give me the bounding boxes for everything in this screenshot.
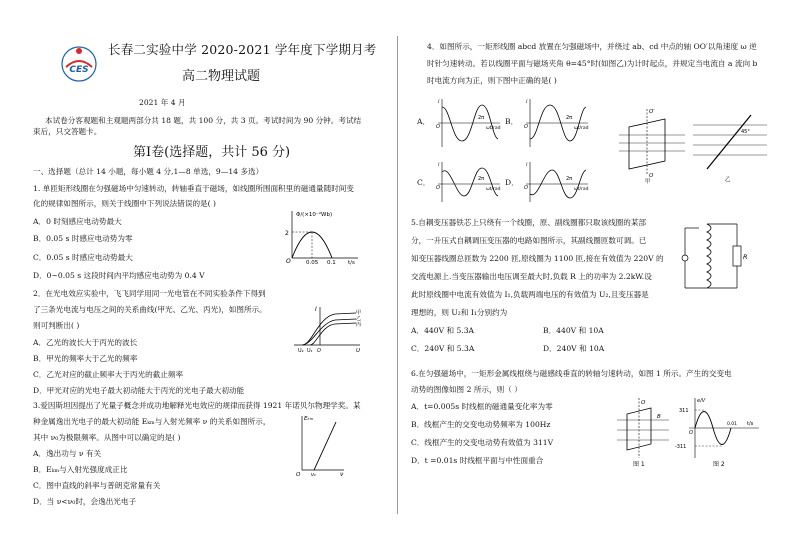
q2-graph-u2: U₂ (298, 348, 304, 354)
q4-jia-o-prime: O′ (649, 109, 655, 115)
q4d-origin: O (524, 185, 528, 191)
q4-graph-c (430, 160, 502, 204)
q3-stem-line2: 种金属逸出光电子的最大初动能 Eₖₘ与入射光频率 ν 的关系如图所示， (33, 417, 271, 426)
q5-option-b: B．440V 和 10A (543, 326, 604, 335)
q6-option-c: C．线框产生的交变电动势有效值为 311V (411, 438, 554, 447)
q2-option-a: A．乙光的波长大于丙光的波长 (33, 338, 138, 347)
q4a-2pi: 2π (478, 115, 485, 121)
right-column (397, 0, 794, 560)
q2-curve-yi: 乙 (356, 316, 362, 322)
q1-option-a: A．0 时刻感应电动势最大 (33, 217, 122, 226)
q2-graph-xlabel: U (356, 348, 361, 354)
q4b-2pi: 2π (566, 115, 573, 121)
q3-graph-origin: O (296, 472, 301, 478)
q4b-xlabel: ωt/rad (574, 126, 589, 131)
q4a-xlabel: ωt/rad (486, 126, 501, 131)
q4-option-a-label: A． (417, 117, 431, 126)
q4b-ylabel: i (526, 99, 528, 105)
q5-resistor-label: R (743, 253, 748, 261)
exam-date: 2021 年 4 月 (139, 98, 186, 107)
q6-fig1-b: B (657, 414, 661, 420)
q4c-ylabel: i (438, 162, 440, 168)
q6-option-a: A．t=0.005s 时线框的磁通量变化率为零 (411, 402, 553, 411)
q1-option-b: B．0.05 s 时感应电动势为零 (33, 234, 133, 243)
q6-fig2-ymin: -311 (675, 444, 687, 450)
section-instructions: 一、选择题（总计 14 小题，每小题 4 分,1—8 单选，9—14 多选） (33, 167, 264, 176)
q4-jia-o: O (649, 173, 654, 179)
q6-fig2-origin: O (689, 430, 693, 436)
q4-yi-caption: 乙 (725, 177, 731, 183)
q3-graph-ylabel: Eₖₘ (304, 416, 314, 422)
q2-option-d: D．甲光对应的光电子最大初动能大于丙光的光电子最大初动能 (33, 386, 245, 395)
q3-option-d: D．当 ν<ν₀时，会逸出光电子 (33, 497, 137, 506)
q6-fig2-ymax: 311 (679, 408, 689, 414)
q4-graph-b (518, 97, 590, 149)
q1-graph-xtick1: 0.05 (306, 260, 319, 266)
q4d-xlabel: ωt/rad (574, 187, 589, 192)
q6-fig2-ylabel: e/V (697, 398, 706, 404)
q3-stem-line3: 其中 ν₀为极限频率。从图中可以确定的是( ) (33, 433, 181, 442)
q5-stem-line1: 5.自耦变压器铁芯上只绕有一个线圈，原、副线圈都只取该线圈的某部 (411, 218, 647, 227)
notice-line1: 本试卷分客观题和主观题两部分共 18 题，共 100 分，共 3 页。考试时间为 90 分钟。考试结 (45, 116, 362, 125)
q4-coil-figure-jia (617, 105, 687, 183)
q6-fig2-xtick: 0.01 (727, 422, 738, 427)
q2-option-b: B．甲光的频率大于乙光的频率 (33, 354, 138, 363)
exam-title: 长春二实验中学 2020-2021 学年度下学期月考 (108, 42, 377, 57)
q4-option-b-label: B． (505, 117, 519, 126)
q6-fig1-o: O (641, 400, 646, 406)
q2-stem-line2: 了三条光电流与电压之间的关系曲线(甲光、乙光、丙光)，如图所示。 (33, 305, 267, 314)
q3-option-a: A．逸出功与 ν 有关 (33, 449, 102, 458)
q3-option-b: B．Eₖₘ与入射光强度成正比 (33, 465, 128, 474)
q2-curve-jia: 甲 (356, 310, 362, 316)
q2-stem-line3: 则可判断出( ) (33, 321, 80, 330)
q4-graph-d (518, 160, 590, 204)
q4-coil-figure-yi (689, 105, 769, 183)
school-logo-icon (60, 45, 98, 83)
q2-option-c: C．乙光对应的截止频率大于丙光的截止频率 (33, 370, 184, 379)
q1-graph-origin: O (286, 258, 291, 265)
q5-option-d: D．240V 和 10A (543, 344, 605, 353)
q4a-origin: O (436, 124, 440, 130)
q4a-ylabel: i (438, 99, 440, 105)
q4-stem-line3: 时电流方向为正，则下图中正确的是( ) (427, 76, 557, 85)
q6-fig2-caption: 图 2 (713, 461, 725, 468)
q1-option-c: C．0.05 s 时感应电动势最大 (33, 253, 133, 262)
exam-subtitle: 高二物理试题 (182, 69, 261, 84)
q6-figure1-frame (615, 396, 671, 468)
q4d-ylabel: i (526, 162, 528, 168)
q2-stem-line1: 2．在光电效应实验中，飞飞同学用同一光电管在不同实验条件下得到 (33, 289, 266, 298)
q4c-xlabel: ωt/rad (486, 187, 501, 192)
q1-stem-line2: 化的规律如图所示，则关于线圈中下列说法错误的是( ) (33, 199, 216, 208)
q1-graph-xtick2: 0.1 (327, 260, 336, 266)
q3-graph-xtick: ν₀ (311, 472, 316, 478)
q2-graph-ylabel: I (315, 306, 317, 313)
q3-option-c: C．图中直线的斜率与普朗克常量有关 (33, 481, 161, 490)
q4-stem-line2: 时针匀速转动。若以线圈平面与磁场夹角 θ=45°时(如图乙)为计时起点，并规定当电流自 a 流向 b (427, 59, 758, 68)
q5-autotransformer-figure (679, 218, 751, 296)
q4c-2pi: 2π (478, 176, 485, 182)
q2-photocurrent-graph (290, 305, 362, 353)
q6-option-b: B．线框产生的交变电动势频率为 100Hz (411, 420, 551, 429)
section-title: 第Ⅰ卷(选择题，共计 56 分) (133, 145, 291, 160)
q5-option-a: A．440V 和 5.3A (411, 326, 475, 335)
q6-figure2-emf-graph (675, 396, 761, 468)
q3-graph-xlabel: ν (340, 471, 344, 478)
q2-graph-u1: U₁ (307, 348, 313, 354)
q4-yi-angle: 45° (741, 129, 750, 135)
q1-option-d: D．0~0.05 s 这段时间内平均感应电动势为 0.4 V (33, 271, 205, 280)
q1-graph-xlabel: t/s (348, 260, 355, 266)
q4-option-d-label: D． (505, 178, 519, 187)
q4-graph-a (430, 97, 502, 149)
q2-curve-bing: 丙 (356, 322, 362, 328)
q6-fig1-caption: 图 1 (633, 461, 645, 468)
logo-text: CES (69, 65, 89, 75)
q1-flux-graph (282, 208, 362, 266)
q1-graph-ytick: 2 (285, 230, 289, 237)
q5-stem-line3: 知变压器线圈总匝数为 2200 匝,原线圈为 1100 匝,接在有效值为 220V 的 (411, 254, 664, 263)
q4c-origin: O (436, 185, 440, 191)
q4-option-c-label: C． (417, 178, 431, 187)
q5-stem-line4: 交流电源上.当变压器输出电压调至最大时,负载 R 上的功率为 2.2kW.设 (411, 272, 652, 281)
q4b-origin: O (524, 124, 528, 130)
q1-graph-ylabel: Φ/(×10⁻²Wb) (296, 212, 333, 218)
q1-stem-line1: 1. 单匝矩形线圈在匀强磁场中匀速转动，转轴垂直于磁场，如线圈所围面积里的磁通量随时间变 (33, 184, 354, 193)
notice-line2: 束后，只交答题卡。 (33, 127, 102, 136)
q5-option-c: C．240V 和 5.3A (411, 344, 475, 353)
q5-stem-line2: 分，一升压式自耦调压变压器的电路如图所示，其副线圈匝数可调。已 (411, 236, 647, 245)
q4d-2pi: 2π (566, 176, 573, 182)
q3-ekm-graph (294, 412, 346, 478)
q6-option-d: D．t =0.01s 时线框平面与中性面重合 (411, 456, 544, 465)
q4-stem-line1: 4．如图所示，一矩形线圈 abcd 放置在匀强磁场中，并绕过 ab、cd 中点的轴 OO′以角速度 ω 逆 (427, 42, 757, 51)
q5-stem-line5: 此时原线圈中电流有效值为 I₁,负载两端电压的有效值为 U₂,且变压器是 (411, 290, 649, 299)
q6-fig2-xlabel: t/s (747, 421, 754, 427)
q2-graph-origin: O (317, 348, 321, 354)
q5-stem-line6: 理想的，则 U₂和 I₁分别约为 (411, 308, 508, 317)
q4-jia-caption: 甲 (645, 179, 651, 185)
q6-stem-line2: 动势的图像如图 2 所示，则（ ） (411, 385, 522, 394)
q6-stem-line1: 6.在匀强磁场中，一矩形金属线框绕与磁感线垂直的转轴匀速转动，如图 1 所示。产生的交变电 (411, 369, 732, 378)
q3-stem-line1: 3.爱因斯坦因提出了光量子概念并成功地解释光电效应的规律而获得 1921 年诺贝尔物理学奖。某 (33, 401, 361, 410)
